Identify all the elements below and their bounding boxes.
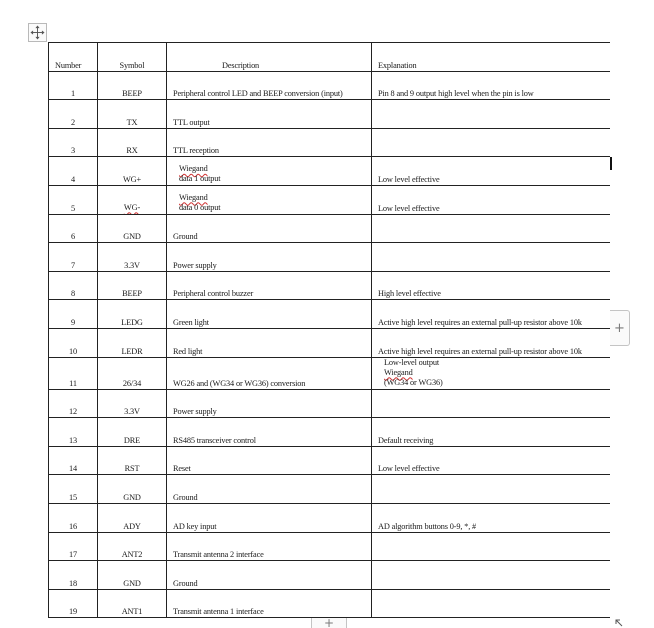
cell-symbol[interactable]: ANT2: [98, 532, 167, 561]
cell-description[interactable]: Peripheral control buzzer: [167, 271, 372, 300]
table-row: [49, 300, 611, 329]
table-row: [49, 446, 611, 475]
table-row: [49, 157, 611, 186]
table-row: [49, 214, 611, 243]
spellcheck-word: Wiegand: [384, 367, 413, 377]
cell-symbol[interactable]: 3.3V: [98, 389, 167, 418]
table-row: [49, 503, 611, 532]
cell-symbol[interactable]: 3.3V: [98, 243, 167, 272]
cell-symbol[interactable]: ADY: [98, 503, 167, 532]
cell-number[interactable]: 7: [49, 243, 98, 272]
table-row: [49, 561, 611, 590]
header-symbol[interactable]: Symbol: [98, 43, 167, 72]
cell-description[interactable]: Green light: [167, 300, 372, 329]
cell-description[interactable]: Transmit antenna 1 interface: [167, 589, 372, 618]
header-number[interactable]: Number: [49, 43, 98, 72]
table-row: [49, 532, 611, 561]
cell-symbol[interactable]: [98, 185, 167, 214]
cell-number[interactable]: 8: [49, 271, 98, 300]
cell-description[interactable]: TTL output: [167, 100, 372, 129]
table-row: [49, 71, 611, 100]
cell-explanation[interactable]: Low-level output Wiegand (WG34 or WG36): [372, 357, 611, 389]
table-row: [49, 357, 611, 389]
cell-explanation[interactable]: [372, 214, 611, 243]
spellcheck-word: Wiegand: [179, 163, 208, 173]
cell-symbol[interactable]: DRE: [98, 418, 167, 447]
text-cursor: [610, 157, 612, 170]
cell-number[interactable]: 3: [49, 128, 98, 157]
cell-explanation[interactable]: [372, 389, 611, 418]
cell-explanation[interactable]: Pin 8 and 9 output high level when the pin is low: [372, 71, 611, 100]
cell-symbol[interactable]: GND: [98, 214, 167, 243]
table-row: [49, 243, 611, 272]
cell-number[interactable]: 18: [49, 561, 98, 590]
cell-symbol[interactable]: RX: [98, 128, 167, 157]
cell-number[interactable]: 4: [49, 157, 98, 186]
cell-description[interactable]: Wiegand data 1 output: [167, 157, 372, 186]
cell-number[interactable]: 13: [49, 418, 98, 447]
cell-description[interactable]: Ground: [167, 475, 372, 504]
cell-symbol[interactable]: WG+: [98, 157, 167, 186]
spellcheck-word: Wiegand: [179, 192, 208, 202]
cell-symbol[interactable]: RST: [98, 446, 167, 475]
plus-icon: +: [614, 320, 625, 336]
cell-symbol[interactable]: LEDG: [98, 300, 167, 329]
header-explanation[interactable]: Explanation: [372, 43, 611, 72]
table-row: [49, 185, 611, 214]
resize-corner-icon: [614, 618, 624, 628]
cell-description[interactable]: Wiegand data 0 output: [167, 185, 372, 214]
cell-number[interactable]: 1: [49, 71, 98, 100]
cell-symbol[interactable]: BEEP: [98, 271, 167, 300]
cell-explanation[interactable]: [372, 128, 611, 157]
cell-explanation[interactable]: Low level effective: [372, 157, 611, 186]
cell-number[interactable]: 12: [49, 389, 98, 418]
cell-explanation[interactable]: High level effective: [372, 271, 611, 300]
table-move-handle[interactable]: [28, 23, 47, 42]
cell-symbol[interactable]: ANT1: [98, 589, 167, 618]
cell-explanation[interactable]: Low level effective: [372, 446, 611, 475]
cell-description[interactable]: Ground: [167, 561, 372, 590]
table-row: [49, 100, 611, 129]
table-row: [49, 128, 611, 157]
table-row: [49, 418, 611, 447]
cell-explanation[interactable]: Default receiving: [372, 418, 611, 447]
pin-table: [48, 42, 610, 618]
plus-icon: +: [323, 618, 335, 628]
cell-explanation[interactable]: [372, 100, 611, 129]
cell-number[interactable]: 14: [49, 446, 98, 475]
header-description[interactable]: Description: [167, 43, 372, 72]
cell-number[interactable]: 16: [49, 503, 98, 532]
cell-number[interactable]: 6: [49, 214, 98, 243]
cell-description[interactable]: AD key input: [167, 503, 372, 532]
cell-description[interactable]: WG26 and (WG34 or WG36) conversion: [167, 357, 372, 389]
cell-description[interactable]: Peripheral control LED and BEEP conversion (input): [167, 71, 372, 100]
cell-explanation[interactable]: [372, 561, 611, 590]
spellcheck-word: WG-: [123, 202, 141, 212]
cell-explanation[interactable]: [372, 475, 611, 504]
table-header-row: [49, 43, 611, 72]
cell-explanation[interactable]: [372, 589, 611, 618]
cell-explanation[interactable]: [372, 532, 611, 561]
cell-symbol[interactable]: TX: [98, 100, 167, 129]
cell-number[interactable]: 19: [49, 589, 98, 618]
cell-number[interactable]: 11: [49, 357, 98, 389]
cell-number[interactable]: 5: [49, 185, 98, 214]
cell-number[interactable]: 2: [49, 100, 98, 129]
cell-number[interactable]: 9: [49, 300, 98, 329]
table-resize-handle[interactable]: [612, 618, 626, 628]
cell-explanation[interactable]: Low level effective: [372, 185, 611, 214]
cell-description[interactable]: TTL reception: [167, 128, 372, 157]
cell-explanation[interactable]: Active high level requires an external pull-up resistor above 10k: [372, 300, 611, 329]
add-row-button[interactable]: [610, 310, 630, 346]
table-row: [49, 589, 611, 618]
cell-description[interactable]: RS485 transceiver control: [167, 418, 372, 447]
cell-symbol[interactable]: 26/34: [98, 357, 167, 389]
move-arrows-icon: [30, 25, 45, 40]
cell-symbol[interactable]: BEEP: [98, 71, 167, 100]
table-row: [49, 328, 611, 357]
cell-description[interactable]: Power supply: [167, 389, 372, 418]
cell-description[interactable]: Red light: [167, 328, 372, 357]
cell-description[interactable]: Reset: [167, 446, 372, 475]
cell-number[interactable]: 10: [49, 328, 98, 357]
cell-description[interactable]: Ground: [167, 214, 372, 243]
cell-description[interactable]: Transmit antenna 2 interface: [167, 532, 372, 561]
cell-symbol[interactable]: LEDR: [98, 328, 167, 357]
add-column-button[interactable]: [311, 618, 347, 628]
cell-symbol[interactable]: GND: [98, 561, 167, 590]
cell-explanation[interactable]: [372, 243, 611, 272]
cell-explanation[interactable]: Active high level requires an external pull-up resistor above 10k: [372, 328, 611, 357]
cell-number[interactable]: 15: [49, 475, 98, 504]
pin-table-container: [48, 42, 610, 618]
table-row: [49, 389, 611, 418]
cell-number[interactable]: 17: [49, 532, 98, 561]
table-row: [49, 271, 611, 300]
cell-symbol[interactable]: GND: [98, 475, 167, 504]
cell-description[interactable]: Power supply: [167, 243, 372, 272]
cell-explanation[interactable]: AD algorithm buttons 0-9, *, #: [372, 503, 611, 532]
table-row: [49, 475, 611, 504]
